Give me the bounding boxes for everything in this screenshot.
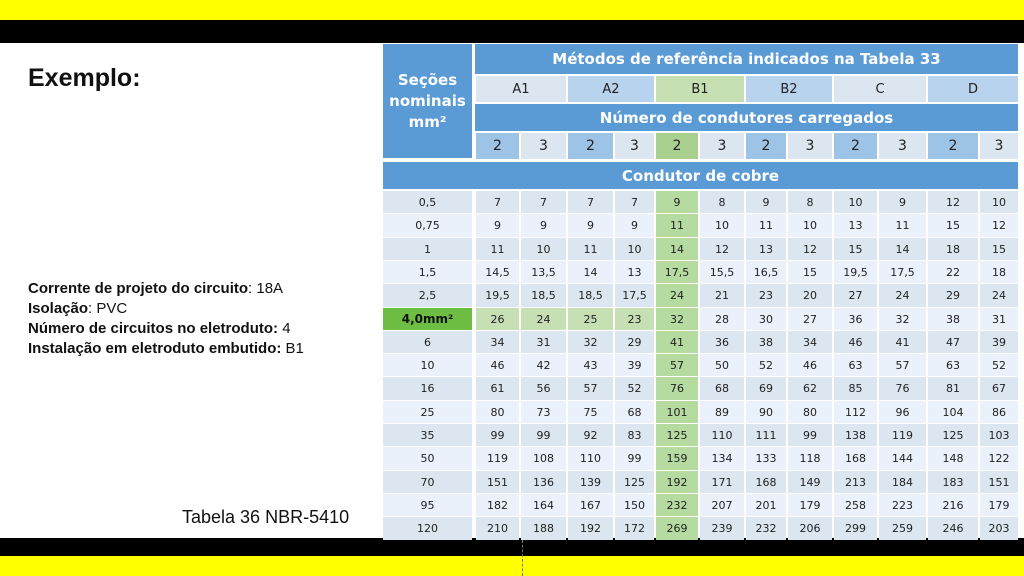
value-cell: 69: [746, 377, 786, 400]
value-cell: 83: [615, 424, 654, 446]
value-cell: 125: [615, 471, 654, 493]
value-cell: 90: [746, 401, 786, 423]
value-cell: 76: [879, 377, 926, 400]
section-cell: 4,0mm²: [383, 308, 472, 330]
top-black-band: [0, 20, 1024, 43]
value-cell: 10: [521, 238, 566, 260]
value-cell: 19,5: [834, 261, 877, 283]
value-cell: 246: [928, 517, 978, 540]
value-cell: 201: [746, 494, 786, 516]
value-cell: 15,5: [700, 261, 744, 283]
conductor-count: 3: [980, 133, 1018, 159]
value-cell: 223: [879, 494, 926, 516]
info-line-insulation: Isolação: PVC: [28, 300, 128, 317]
value-cell: 27: [788, 308, 832, 330]
value-cell: 179: [980, 494, 1018, 516]
value-cell: 14,5: [476, 261, 519, 283]
value-cell: 167: [568, 494, 613, 516]
value-cell: 15: [788, 261, 832, 283]
conductor-count: 2: [476, 133, 519, 159]
value-cell: 11: [879, 214, 926, 237]
value-cell: 7: [476, 191, 519, 213]
value-cell: 111: [746, 424, 786, 446]
value-cell: 39: [615, 354, 654, 376]
value-cell: 9: [615, 214, 654, 237]
value-cell: 10: [700, 214, 744, 237]
value-cell: 29: [615, 331, 654, 353]
value-cell: 210: [476, 517, 519, 540]
value-cell: 125: [656, 424, 698, 446]
value-cell: 99: [476, 424, 519, 446]
value-cell: 89: [700, 401, 744, 423]
value-cell: 43: [568, 354, 613, 376]
value-cell: 12: [980, 214, 1018, 237]
method-b2: B2: [746, 76, 832, 102]
section-cell: 50: [383, 447, 472, 470]
value-cell: 13: [834, 214, 877, 237]
value-cell: 63: [928, 354, 978, 376]
value-cell: 168: [834, 447, 877, 470]
value-cell: 46: [476, 354, 519, 376]
value-cell: 68: [615, 401, 654, 423]
value-cell: 34: [788, 331, 832, 353]
value-cell: 96: [879, 401, 926, 423]
value-cell: 14: [879, 238, 926, 260]
value-cell: 21: [700, 284, 744, 307]
value-cell: 139: [568, 471, 613, 493]
method-d: D: [928, 76, 1018, 102]
top-yellow-band: [0, 0, 1024, 20]
value-cell: 73: [521, 401, 566, 423]
value-cell: 8: [788, 191, 832, 213]
value-cell: 17,5: [656, 261, 698, 283]
value-cell: 26: [476, 308, 519, 330]
value-cell: 299: [834, 517, 877, 540]
value-cell: 24: [879, 284, 926, 307]
value-cell: 47: [928, 331, 978, 353]
value-cell: 38: [928, 308, 978, 330]
value-cell: 188: [521, 517, 566, 540]
method-c: C: [834, 76, 926, 102]
value-cell: 34: [476, 331, 519, 353]
conductor-count: 2: [928, 133, 978, 159]
value-cell: 46: [788, 354, 832, 376]
value-cell: 136: [521, 471, 566, 493]
value-cell: 133: [746, 447, 786, 470]
value-cell: 24: [656, 284, 698, 307]
section-cell: 1,5: [383, 261, 472, 283]
value-cell: 25: [568, 308, 613, 330]
value-cell: 9: [568, 214, 613, 237]
conductor-count: 3: [615, 133, 654, 159]
value-cell: 206: [788, 517, 832, 540]
value-cell: 10: [788, 214, 832, 237]
value-cell: 216: [928, 494, 978, 516]
value-cell: 41: [656, 331, 698, 353]
value-cell: 159: [656, 447, 698, 470]
value-cell: 134: [700, 447, 744, 470]
value-cell: 110: [568, 447, 613, 470]
value-cell: 7: [521, 191, 566, 213]
value-cell: 12: [928, 191, 978, 213]
value-cell: 67: [980, 377, 1018, 400]
value-cell: 8: [700, 191, 744, 213]
value-cell: 29: [928, 284, 978, 307]
value-cell: 259: [879, 517, 926, 540]
section-cell: 1: [383, 238, 472, 260]
value-cell: 19,5: [476, 284, 519, 307]
value-cell: 9: [476, 214, 519, 237]
conductor-count: 2: [568, 133, 613, 159]
section-cell: 0,5: [383, 191, 472, 213]
value-cell: 119: [879, 424, 926, 446]
value-cell: 119: [476, 447, 519, 470]
value-cell: 36: [700, 331, 744, 353]
value-cell: 14: [656, 238, 698, 260]
value-cell: 172: [615, 517, 654, 540]
value-cell: 62: [788, 377, 832, 400]
value-cell: 57: [568, 377, 613, 400]
value-cell: 11: [476, 238, 519, 260]
value-cell: 20: [788, 284, 832, 307]
bottom-black-band: [0, 538, 1024, 556]
section-cell: 2,5: [383, 284, 472, 307]
value-cell: 104: [928, 401, 978, 423]
method-a1: A1: [476, 76, 566, 102]
value-cell: 36: [834, 308, 877, 330]
method-a2: A2: [568, 76, 654, 102]
value-cell: 75: [568, 401, 613, 423]
section-cell: 16: [383, 377, 472, 400]
slide-title: Exemplo:: [28, 64, 141, 92]
method-b1: B1: [656, 76, 744, 102]
value-cell: 183: [928, 471, 978, 493]
value-cell: 207: [700, 494, 744, 516]
value-cell: 18: [928, 238, 978, 260]
ampacity-table: [382, 43, 1015, 538]
value-cell: 10: [980, 191, 1018, 213]
value-cell: 112: [834, 401, 877, 423]
value-cell: 192: [568, 517, 613, 540]
info-line-installation: Instalação em eletroduto embutido: B1: [28, 340, 304, 357]
value-cell: 171: [700, 471, 744, 493]
value-cell: 76: [656, 377, 698, 400]
value-cell: 7: [615, 191, 654, 213]
value-cell: 164: [521, 494, 566, 516]
value-cell: 9: [746, 191, 786, 213]
section-cell: 25: [383, 401, 472, 423]
value-cell: 14: [568, 261, 613, 283]
value-cell: 68: [700, 377, 744, 400]
value-cell: 50: [700, 354, 744, 376]
value-cell: 103: [980, 424, 1018, 446]
value-cell: 52: [615, 377, 654, 400]
value-cell: 168: [746, 471, 786, 493]
value-cell: 22: [928, 261, 978, 283]
value-cell: 18,5: [521, 284, 566, 307]
value-cell: 182: [476, 494, 519, 516]
value-cell: 7: [568, 191, 613, 213]
value-cell: 92: [568, 424, 613, 446]
example-info: [28, 279, 304, 359]
conductors-header: Número de condutores carregados: [475, 104, 1018, 131]
value-cell: 80: [788, 401, 832, 423]
value-cell: 42: [521, 354, 566, 376]
table-caption: Tabela 36 NBR-5410: [182, 507, 350, 527]
copper-conductor-header: Condutor de cobre: [383, 162, 1018, 189]
value-cell: 10: [834, 191, 877, 213]
value-cell: 9: [521, 214, 566, 237]
value-cell: 15: [834, 238, 877, 260]
value-cell: 110: [700, 424, 744, 446]
value-cell: 31: [980, 308, 1018, 330]
value-cell: 203: [980, 517, 1018, 540]
value-cell: 184: [879, 471, 926, 493]
value-cell: 192: [656, 471, 698, 493]
value-cell: 149: [788, 471, 832, 493]
value-cell: 57: [879, 354, 926, 376]
value-cell: 24: [521, 308, 566, 330]
value-cell: 17,5: [615, 284, 654, 307]
section-cell: 95: [383, 494, 472, 516]
value-cell: 99: [788, 424, 832, 446]
value-cell: 13,5: [521, 261, 566, 283]
value-cell: 16,5: [746, 261, 786, 283]
value-cell: 11: [746, 214, 786, 237]
value-cell: 28: [700, 308, 744, 330]
value-cell: 15: [980, 238, 1018, 260]
value-cell: 27: [834, 284, 877, 307]
value-cell: 18: [980, 261, 1018, 283]
value-cell: 56: [521, 377, 566, 400]
value-cell: 122: [980, 447, 1018, 470]
value-cell: 24: [980, 284, 1018, 307]
conductor-count: 3: [879, 133, 926, 159]
value-cell: 101: [656, 401, 698, 423]
info-line-circuits: Número de circuitos no eletroduto: 4: [28, 320, 291, 337]
value-cell: 138: [834, 424, 877, 446]
value-cell: 39: [980, 331, 1018, 353]
value-cell: 23: [746, 284, 786, 307]
value-cell: 118: [788, 447, 832, 470]
value-cell: 239: [700, 517, 744, 540]
bottom-yellow-band: [0, 556, 1024, 576]
value-cell: 57: [656, 354, 698, 376]
value-cell: 52: [980, 354, 1018, 376]
value-cell: 12: [700, 238, 744, 260]
value-cell: 15: [928, 214, 978, 237]
value-cell: 81: [928, 377, 978, 400]
value-cell: 30: [746, 308, 786, 330]
section-cell: 70: [383, 471, 472, 493]
value-cell: 23: [615, 308, 654, 330]
conductor-count: 3: [700, 133, 744, 159]
value-cell: 258: [834, 494, 877, 516]
section-cell: 35: [383, 424, 472, 446]
value-cell: 32: [656, 308, 698, 330]
conductor-count: 3: [521, 133, 566, 159]
value-cell: 125: [928, 424, 978, 446]
center-guide-line: [522, 540, 523, 576]
value-cell: 12: [788, 238, 832, 260]
value-cell: 151: [980, 471, 1018, 493]
value-cell: 61: [476, 377, 519, 400]
value-cell: 232: [656, 494, 698, 516]
value-cell: 41: [879, 331, 926, 353]
value-cell: 108: [521, 447, 566, 470]
value-cell: 13: [746, 238, 786, 260]
value-cell: 63: [834, 354, 877, 376]
value-cell: 17,5: [879, 261, 926, 283]
value-cell: 38: [746, 331, 786, 353]
value-cell: 86: [980, 401, 1018, 423]
value-cell: 151: [476, 471, 519, 493]
conductor-count: 2: [656, 133, 698, 159]
section-cell: 10: [383, 354, 472, 376]
value-cell: 46: [834, 331, 877, 353]
methods-header: Métodos de referência indicados na Tabela 33: [475, 44, 1018, 74]
value-cell: 32: [879, 308, 926, 330]
value-cell: 150: [615, 494, 654, 516]
value-cell: 9: [879, 191, 926, 213]
value-cell: 179: [788, 494, 832, 516]
value-cell: 80: [476, 401, 519, 423]
conductor-count: 3: [788, 133, 832, 159]
conductor-count: 2: [834, 133, 877, 159]
value-cell: 99: [521, 424, 566, 446]
section-cell: 0,75: [383, 214, 472, 237]
value-cell: 32: [568, 331, 613, 353]
value-cell: 10: [615, 238, 654, 260]
value-cell: 144: [879, 447, 926, 470]
value-cell: 52: [746, 354, 786, 376]
value-cell: 18,5: [568, 284, 613, 307]
value-cell: 31: [521, 331, 566, 353]
value-cell: 269: [656, 517, 698, 540]
value-cell: 99: [615, 447, 654, 470]
sections-header: Seções nominais mm²: [383, 44, 472, 158]
info-line-current: Corrente de projeto do circuito: 18A: [28, 280, 284, 297]
value-cell: 11: [568, 238, 613, 260]
value-cell: 148: [928, 447, 978, 470]
value-cell: 232: [746, 517, 786, 540]
value-cell: 85: [834, 377, 877, 400]
value-cell: 9: [656, 191, 698, 213]
value-cell: 13: [615, 261, 654, 283]
conductor-count: 2: [746, 133, 786, 159]
value-cell: 213: [834, 471, 877, 493]
value-cell: 11: [656, 214, 698, 237]
section-cell: 6: [383, 331, 472, 353]
section-cell: 120: [383, 517, 472, 540]
